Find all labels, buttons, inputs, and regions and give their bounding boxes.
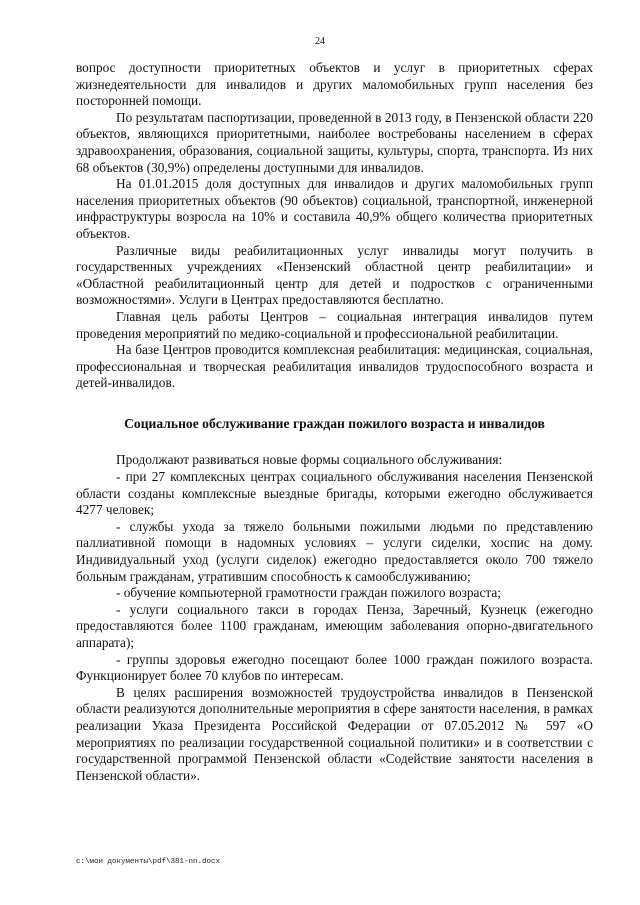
paragraph: вопрос доступности приоритетных объектов и услуг в приоритетных сферах жизнедеятельности для инвалидов и других маломобильных групп населения без посторонней помощи.	[76, 60, 593, 109]
list-item: - группы здоровья ежегодно посещают более 1000 граждан пожилого возраста. Функционирует более 70 клубов по интересам.	[76, 651, 593, 684]
paragraph: Продолжают развиваться новые формы социального обслуживания:	[116, 452, 503, 468]
list-item: - службы ухода за тяжело больными пожилыми людьми по представлению паллиативной помощи в надомных условиях – услуги сиделки, хоспис на дому. Индивидуальный уход (услуги сиделок) ежегодно предоставляется около 700 тяжело больным гражданам, утратившим способность к самообслуживанию;	[76, 518, 593, 584]
paragraph-group-bottom	[76, 452, 593, 784]
page-number: 24	[315, 36, 325, 47]
section-heading: Социальное обслуживание граждан пожилого возраста и инвалидов	[124, 415, 545, 431]
paragraph: На базе Центров проводится комплексная реабилитация: медицинская, социальная, профессиональная и творческая реабилитация инвалидов трудоспособного возраста и детей-инвалидов.	[76, 342, 593, 391]
paragraph-group-top	[76, 60, 593, 392]
list-item: - при 27 комплексных центрах социального обслуживания населения Пензенской области созданы комплексные выездные бригады, которыми ежегодно обслуживается 4277 человек;	[76, 469, 593, 518]
list-item: - услуги социального такси в городах Пенза, Заречный, Кузнецк (ежегодно предоставляются более 1100 гражданам, имеющим заболевания опорно-двигательного аппарата);	[76, 601, 593, 650]
paragraph: На 01.01.2015 доля доступных для инвалидов и других маломобильных групп населения приоритетных объектов (90 объектов) социальной, транспортной, инженерной инфраструктуры возросла на 10% и составила 40,9% общего количества приоритетных объектов.	[76, 176, 593, 241]
list-item: - обучение компьютерной грамотности граждан пожилого возраста;	[116, 585, 501, 601]
paragraph: Различные виды реабилитационных услуг инвалиды могут получить в государственных учреждениях «Пензенский областной центр реабилитации» и «Областной реабилитационный центр для детей и подростков с ограниченными возможностями». Услуги в Центрах предоставляются бесплатно.	[76, 242, 593, 308]
paragraph: По результатам паспортизации, проведенной в 2013 году, в Пензенской области 220 объектов, являющихся приоритетными, наиболее востребованы населением в сферах здравоохранения, образования, социальной защиты, культуры, спорта, транспорта. Из них 68 объектов (30,9%) определены доступными для инвалидов.	[76, 109, 593, 175]
paragraph: Главная цель работы Центров – социальная интеграция инвалидов путем проведения мероприятий по медико-социальной и профессиональной реабилитации.	[76, 308, 593, 341]
paragraph: В целях расширения возможностей трудоустройства инвалидов в Пензенской области реализуются дополнительные мероприятия в сфере занятости населения, в рамках реализации Указа Президента Российской Федерации от 07.05.2012 № 597 «О мероприятиях по реализации государственной социальной политики» и в соответствии с государственной программой Пензенской области «Содействие занятости населения в Пензенской области».	[76, 684, 593, 783]
document-body	[76, 60, 593, 784]
file-path-footer: c:\мои документы\pdf\381-nn.docx	[76, 858, 221, 866]
